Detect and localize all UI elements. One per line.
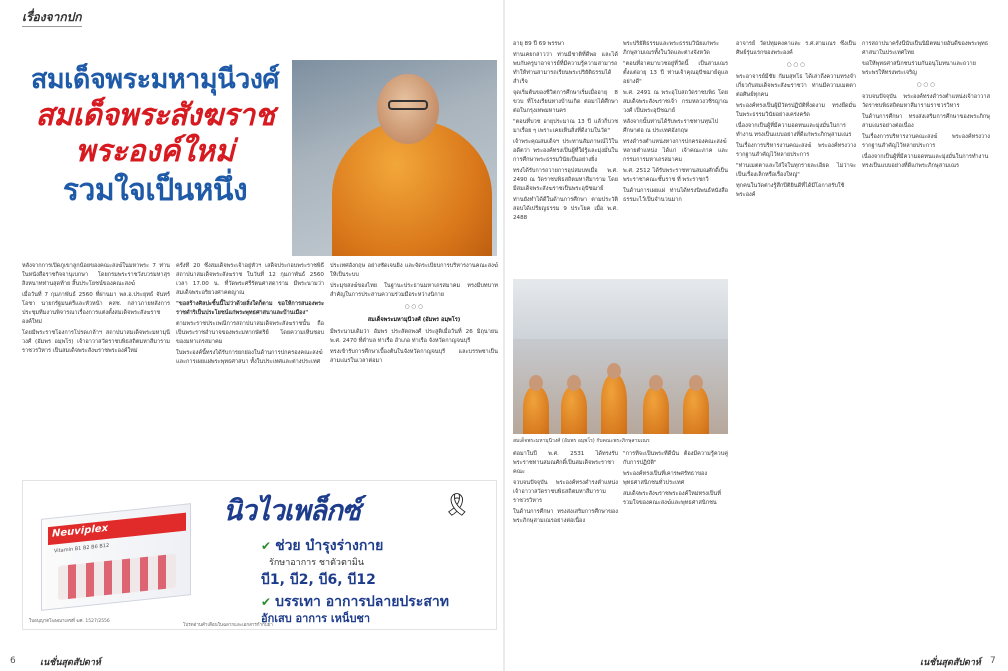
- page-gutter: [503, 0, 505, 671]
- ad-claim-4: ✔ บรรเทา อาการปลายประสาท: [261, 594, 449, 610]
- paragraph: อายุ 89 ปี 69 พรรษา: [513, 41, 565, 47]
- right-page-column-2-lower: [623, 450, 728, 650]
- paragraph: ในด้านการศึกษา ทรงส่งเสริมการศึกษาของพระภิกษุสามเณรอย่างต่อเนื่อง: [513, 509, 618, 524]
- product-box: [41, 503, 191, 611]
- separator: ○ ○ ○: [404, 304, 424, 310]
- photo-monk-figure: [561, 386, 587, 434]
- right-page-column-2: [623, 40, 728, 275]
- page-number-left: 6: [10, 656, 16, 666]
- right-page-column-3: [736, 40, 856, 650]
- left-column-3: [330, 262, 498, 474]
- paragraph: จวบจนปัจจุบัน พระองค์ทรงดำรงตำแหน่งเจ้าอาวาสวัดราชบพิธสถิตมหาสีมารามราชวรวิหาร: [862, 94, 990, 109]
- paragraph: ครั้งที่ 20 ซึ่งสมเด็จพระเจ้าอยู่หัวฯ เสด็จประกอบพระราชพิธีสถาปนาสมเด็จพระสังฆราช ในวันที่ 12 กุมภาพันธ์ 2560 เวลา 17.00 น. ที่วัดพระศรีรัตนศาสดาราม มีพระนามว่า สมเด็จพระอริยวงศาคตญาณ: [176, 263, 324, 296]
- paragraph: พระองค์ทรงเป็นผู้มีวัตรปฏิบัติที่งดงาม ทรงยึดมั่นในพระธรรมวินัยอย่างเคร่งครัด: [736, 103, 856, 118]
- photo-monk-head: [567, 375, 581, 391]
- paragraph: ในด้านการเผยแผ่ ท่านได้ทรงนิพนธ์หนังสือธรรมะไว้เป็นจำนวนมาก: [623, 188, 728, 203]
- check-icon: ✔: [261, 539, 272, 553]
- paragraph: ในพระองค์นี้ทรงได้รับการยกย่องในด้านการปกครองคณะสงฆ์และการเผยแผ่พระพุทธศาสนา ทั้งในประเทศและต่างประเทศ: [176, 350, 323, 365]
- quote-paragraph: "การที่จะเป็นพระที่ดีนั้น ต้องมีความรู้ควบคู่กับการปฏิบัติ": [623, 451, 728, 466]
- paragraph: เนื่องจากเป็นผู้ที่มีความอดทนและมุ่งมั่นในการทำงาน ทรงเป็นแบบอย่างที่ดีแก่พระภิกษุสามเณร: [862, 154, 989, 169]
- footer-brand-left: เนชั่นสุดสัปดาห์: [40, 658, 101, 668]
- paragraph: ท่านเคยกล่าวว่า ท่านมีชาติที่ดีพอ และได้พบกับครูบาอาจารย์ที่มีความรู้ความสามารถ ทำให้ท่านสามารถเรียนพระปริยัติธรรมได้สำเร็จ: [513, 52, 618, 85]
- photo-monk-figure: [643, 386, 669, 434]
- headline-line-2: สมเด็จพระสังฆราช: [35, 98, 275, 134]
- monk-glasses: [388, 100, 428, 110]
- bio-subhead: สมเด็จพระมหามุนีวงศ์ (อัมพร อมฺพโร): [367, 317, 461, 323]
- paragraph: จวบจนปัจจุบัน พระองค์ทรงดำรงตำแหน่งเจ้าอาวาสวัดราชบพิธสถิตมหาสีมารามราชวรวิหาร: [513, 480, 618, 504]
- separator: ○ ○ ○: [786, 62, 806, 68]
- paragraph: พระอาจารย์มีชัย กัมมสุทโธ ได้เล่าถึงความทรงจำเกี่ยวกับสมเด็จพระสังฆราชว่า ท่านมีความเมตตาต่อศิษย์ทุกคน: [736, 74, 856, 98]
- paragraph: ขอให้พุทธศาสนิกชนร่วมกันอนุโมทนาและถวายพระพรให้ทรงพระเจริญ: [862, 61, 976, 76]
- paragraph: เนื่องจากเป็นผู้ที่มีความอดทนและมุ่งมั่นในการทำงาน ทรงเป็นแบบอย่างที่ดีแก่พระภิกษุสามเณร: [736, 123, 852, 138]
- photo-monk-head: [689, 375, 703, 391]
- paragraph: อาจารย์ วัดปทุมคงคาและ ร.ศ.สามเณร ซึ่งเป็นศิษย์รุ่นแรกของพระองค์: [736, 41, 856, 56]
- right-page-column-1-lower: [513, 450, 618, 650]
- quote-paragraph: "ตอนที่อาตมาบวชอยู่ที่วัดนี้ เป็นสามเณรตั้งแต่อายุ 13 ปี ท่านเจ้าคุณอุปัชฌาย์ดูแลอย่างดี": [623, 61, 728, 85]
- left-column-1: [22, 262, 170, 474]
- paragraph: พระปริยัติธรรมและพระธรรมวินัยแก่พระภิกษุสามเณรทั้งในวัดและต่างจังหวัด: [623, 41, 720, 56]
- separator: ○ ○ ○: [916, 82, 936, 88]
- quote-paragraph: "ตอนที่บวช อายุประมาณ 13 ปี แล้วก็บวชมาเรื่อย ๆ เพราะเคยเห็นสิ่งที่ดีงามในวัด": [513, 119, 618, 134]
- paragraph: พ.ศ. 2491 ณ พระอุโบสถวัดราชบพิธ โดยสมเด็จพระสังฆราชเจ้า กรมหลวงวชิรญาณวงศ์ เป็นพระอุปัชฌาย์: [623, 90, 728, 114]
- monks-group-photo: [513, 279, 728, 434]
- paragraph: มีพระนามเดิมว่า อัมพร ประสัตถพงศ์ ประสูติเมื่อวันที่ 26 มิถุนายน พ.ศ. 2470 ที่ตำบล ท่าเรือ อำเภอ ท่าเรือ จังหวัดกาญจนบุรี: [330, 329, 498, 344]
- photo-caption: สมเด็จพระมหามุนีวงศ์ (อัมพร อมฺพโร) กับคณะพระภิกษุสามเณร: [513, 438, 650, 444]
- headline-line-1: สมเด็จพระมหามุนีวงศ์: [30, 64, 280, 95]
- paragraph: ทรงเข้ารับการศึกษาเบื้องต้นในจังหวัดกาญจนบุรี และบรรพชาเป็นสามเณรในเวลาต่อมา: [330, 349, 498, 364]
- paragraph: ทรงได้รับการถวายการอุปสมบทเมื่อ พ.ศ. 2490 ณ วัดราชบพิธสถิตมหาสีมาราม โดยมีสมเด็จพระสังฆราชเป็นพระอุปัชฌาย์: [513, 168, 618, 192]
- left-column-2: [176, 262, 324, 474]
- quote-paragraph: "ขอสร้างศิลปะชิ้นนี้ไม่ว่าด้วยสิ่งใดก็ตาม ขอให้การสนองพระราชดำริเป็นประโยชน์แก่พระพุทธศาสนาและบ้านเมือง": [176, 301, 324, 316]
- paragraph: เจ้าพระคุณสมเด็จฯ ประทานสัมภาษณ์ไว้ในอดีตว่า พระองค์ทรงเป็นผู้ที่ใฝ่รู้และมุ่งมั่นในการศึกษาพระธรรมวินัยเป็นอย่างยิ่ง: [513, 139, 618, 163]
- ad-warning-text: โปรดอ่านคำเตือนในฉลากและเอกสารกำกับยา: [183, 623, 273, 628]
- ad-claim-3: บี1, บี2, บี6, บี12: [261, 572, 376, 588]
- photo-monk-figure: [683, 386, 709, 434]
- quote-paragraph: "ท่านเมตตาและใส่ใจในทุกรายละเอียด ไม่ว่าจะเป็นเรื่องเล็กหรือเรื่องใหญ่": [736, 163, 856, 178]
- paragraph: พ.ศ. 2512 ได้รับพระราชทานสมณศักดิ์เป็นพระราชาคณะชั้นราช ที่ พระราชกวี: [623, 168, 728, 183]
- ad-claim-5: อักเสบ อาการ เหน็บชา: [261, 612, 371, 625]
- article-headline: [20, 66, 290, 207]
- paragraph: ทุกคนในวัดต่างรู้สึกปีติยินดีที่ได้มีโอกาสรับใช้พระองค์: [736, 183, 845, 198]
- headline-line-3: พระองค์ใหม่: [75, 133, 235, 169]
- paragraph: ต่อมาในปี พ.ศ. 2531 ได้ทรงรับพระราชทานสมณศักดิ์เป็นสมเด็จพระราชาคณะ: [513, 451, 618, 475]
- paragraph: สมเด็จพระสังฆราชพระองค์ใหม่ทรงเป็นที่รวมใจของคณะสงฆ์และพุทธศาสนิกชน: [623, 491, 721, 506]
- ad-license-text: ใบอนุญาตโฆษณาเลขที่ ฆศ. 1527/2556: [29, 619, 110, 624]
- paragraph: ประเทศอังกฤษ อย่างชัดเจนยิ่ง และจัดระเบียบการบริหารงานคณะสงฆ์ให้เป็นระบบ: [330, 263, 498, 278]
- product-box-brand: Neuviplex: [52, 522, 109, 540]
- paragraph: หลังจากการเปิดภูเขาลูกน้อยของคณะสงฆ์ในมหาพระ 7 ท่านในหนังสือราชกิจจานุเบกษา โดยกรมพระราชวังบวรมหาสุรสิงหนาทท่านสุดท้าย สิ้นประโยชน์ของคณะสงฆ์: [22, 263, 170, 287]
- paragraph: ในเรื่องการบริหารงานคณะสงฆ์ พระองค์ทรงวางรากฐานสำคัญไว้หลายประการ: [736, 143, 856, 158]
- photo-monk-head: [529, 375, 543, 391]
- photo-monk-figure: [601, 374, 627, 434]
- paragraph: จุดเริ่มต้นของชีวิตการศึกษาเริ่มเมื่ออายุ 8 ขวบ ที่โรงเรียนทางบ้านเกิด ต่อมาได้ศึกษาต่อในกรุงเทพมหานคร: [513, 90, 618, 114]
- paragraph: ประมุขสงฆ์ของไทย ในฐานะประธานมหาเถรสมาคม ทรงมีบทบาทสำคัญในการประสานความร่วมมือระหว่างนิกาย: [330, 283, 498, 298]
- paragraph: ในเรื่องการบริหารงานคณะสงฆ์ พระองค์ทรงวางรากฐานสำคัญไว้หลายประการ: [862, 134, 990, 149]
- ad-brand-name: นิวไวเพล็กซ์: [223, 494, 360, 527]
- page-number-right: 7: [990, 656, 996, 666]
- paragraph: ท่านยังทำได้ดีในด้านการศึกษา ตามประวัติสอบได้เปรียญธรรม 9 ประโยค เมื่อ พ.ศ. 2488: [513, 197, 618, 221]
- photo-monk-head: [607, 363, 621, 379]
- ad-claim-1: ✔ ช่วย บำรุงร่างกาย: [261, 538, 384, 554]
- blister-pack: [58, 554, 176, 600]
- section-rule: [22, 26, 82, 27]
- footer-brand-right: เนชั่นสุดสัปดาห์: [920, 658, 981, 668]
- advertisement[interactable]: [22, 480, 497, 630]
- paragraph: โดยมีพระราชโองการโปรดเกล้าฯ สถาปนาสมเด็จพระมหามุนีวงศ์ (อัมพร อมฺพโร) เจ้าอาวาสวัดราชบพิธสถิตมหาสีมารามราชวรวิหาร เป็นสมเด็จพระสังฆราชพระองค์ใหม่: [22, 330, 170, 354]
- section-tag: เรื่องจากปก: [22, 10, 82, 24]
- paragraph: พระองค์ทรงเป็นที่เคารพศรัทธาของพุทธศาสนิกชนทั่วประเทศ: [623, 471, 708, 486]
- right-page-column-4: [862, 40, 990, 650]
- mourning-ribbon-icon: 🎗: [443, 493, 471, 518]
- product-box-subtitle: Vitamin B1 B2 B6 B12: [54, 542, 110, 555]
- paragraph: ทรงดำรงตำแหน่งทางการปกครองคณะสงฆ์หลายตำแหน่ง ได้แก่ เจ้าคณะภาค และกรรมการมหาเถรสมาคม: [623, 139, 728, 163]
- photo-monk-head: [649, 375, 663, 391]
- check-icon: ✔: [261, 595, 272, 609]
- paragraph: หลังจากนั้นท่านได้รับพระราชทานทุนไปศึกษาต่อ ณ ประเทศอังกฤษ: [623, 119, 719, 134]
- ad-claim-2: รักษาอาการ ชาตัวตามิน: [269, 558, 364, 568]
- photo-monk-figure: [523, 386, 549, 434]
- right-page-column-1: [513, 40, 618, 275]
- paragraph: เมื่อวันที่ 7 กุมภาพันธ์ 2560 ที่ผ่านมา พล.อ.ประยุทธ์ จันทร์โอชา นายกรัฐมนตรีและหัวหน้า คสช. กล่าวภายหลังการประชุมทีมงานพิจารณาเรื่องการแต่งตั้งสมเด็จพระสังฆราชองค์ใหม่: [22, 292, 170, 325]
- photo-wall: [513, 279, 728, 339]
- paragraph: ตามพระราชประเพณีการสถาปนาสมเด็จพระสังฆราชนั้น ถือเป็นพระราชอำนาจของพระมหากษัตริย์ โดยความเห็นชอบของมหาเถรสมาคม: [176, 321, 324, 345]
- headline-line-4: รวมใจเป็นหนึ่ง: [62, 173, 248, 209]
- paragraph: ในด้านการศึกษา ทรงส่งเสริมการศึกษาของพระภิกษุสามเณรอย่างต่อเนื่อง: [862, 114, 990, 129]
- monk-portrait-photo: [292, 60, 497, 256]
- paragraph: การสถาปนาครั้งนี้นับเป็นนิมิตหมายอันดีของพระพุทธศาสนาในประเทศไทย: [862, 41, 989, 56]
